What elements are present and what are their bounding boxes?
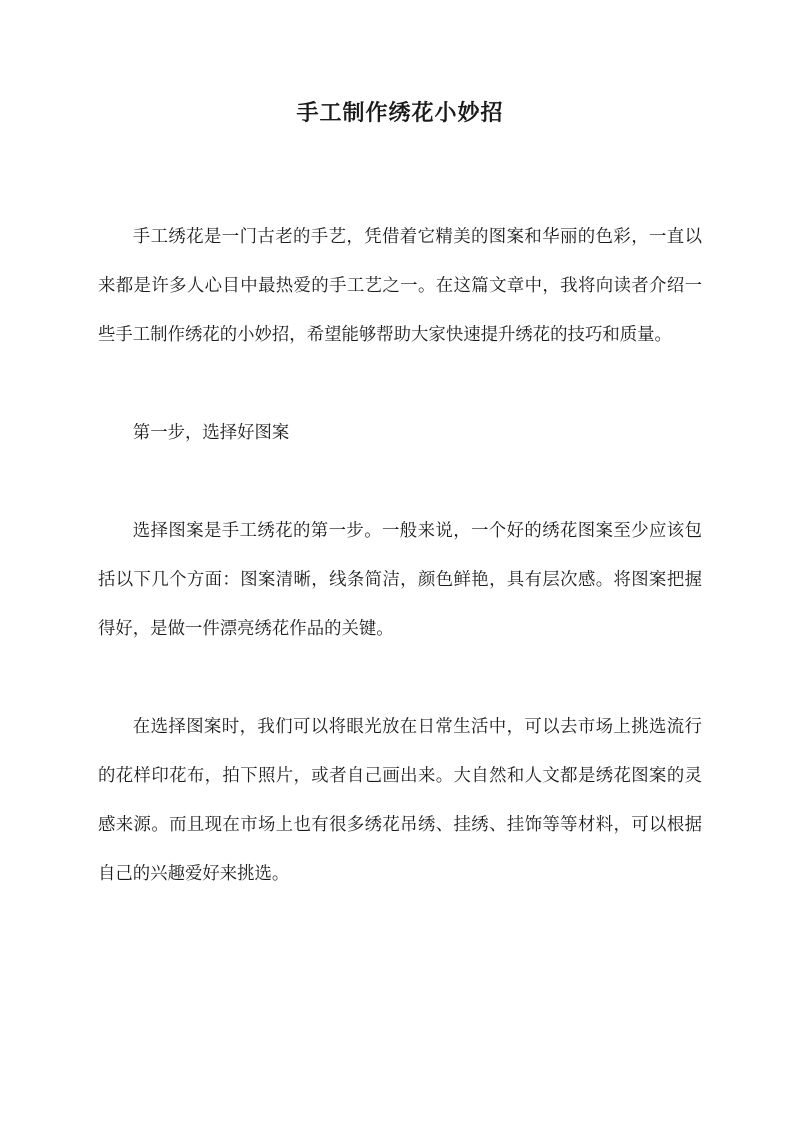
pattern-sources-paragraph: 在选择图案时，我们可以将眼光放在日常生活中，可以去市场上挑选流行的花样印花布，拍下照片，或者自己画出来。大自然和人文都是绣花图案的灵感来源。而且现在市场上也有很多绣花吊绣、挂绣、挂饰等等材料，可以根据自己的兴趣爱好来挑选。 xyxy=(98,717,702,884)
document-body xyxy=(98,213,702,899)
paragraph-spacer xyxy=(98,654,702,703)
step-one-heading: 第一步，选择好图案 xyxy=(132,423,290,443)
paragraph-spacer xyxy=(98,360,702,409)
paragraph-spacer xyxy=(98,458,702,507)
intro-paragraph: 手工绣花是一门古老的手艺，凭借着它精美的图案和华丽的色彩，一直以来都是许多人心目中最热爱的手工艺之一。在这篇文章中，我将向读者介绍一些手工制作绣花的小妙招，希望能够帮助大家快速提升绣花的技巧和质量。 xyxy=(98,227,702,345)
document-title: 手工制作绣花小妙招 xyxy=(296,100,504,126)
pattern-selection-paragraph: 选择图案是手工绣花的第一步。一般来说，一个好的绣花图案至少应该包括以下几个方面：图案清晰，线条简洁，颜色鲜艳，具有层次感。将图案把握得好，是做一件漂亮绣花作品的关键。 xyxy=(98,521,702,639)
